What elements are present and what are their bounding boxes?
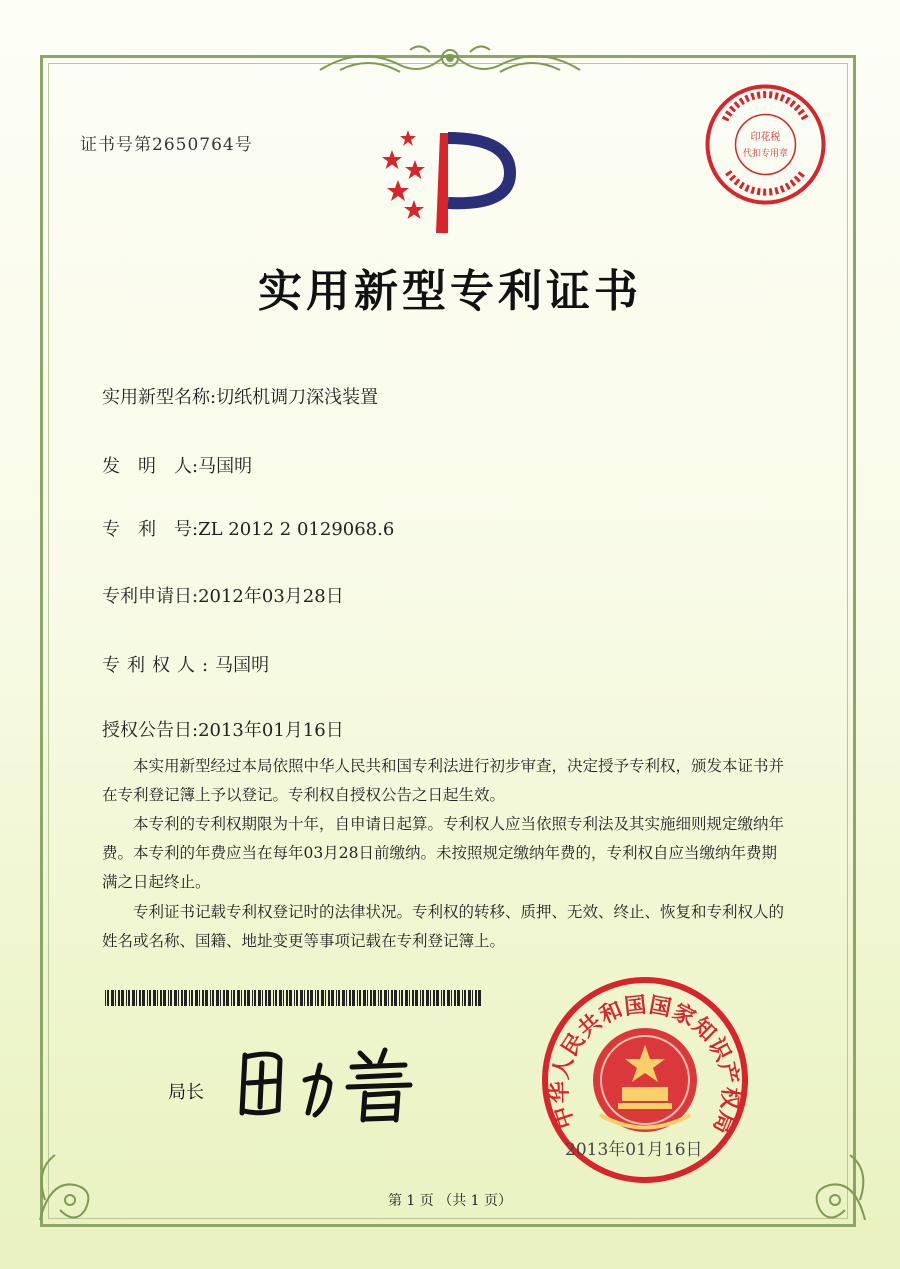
barcode-bar [433,990,435,1006]
director-signature [230,1035,430,1125]
barcode-bar [247,990,250,1006]
certificate-number: 证书号第2650764号 [80,135,253,155]
barcode-bar [268,990,271,1006]
barcode-bar [405,990,408,1006]
barcode-bar [184,990,187,1006]
barcode-bar [275,990,277,1006]
field-inventor [102,452,252,478]
barcode-bar [441,990,442,1006]
barcode-bar [391,990,393,1006]
barcode-bar [174,990,177,1006]
seal-text: 中华人民共和国国家知识产权局 [547,992,743,1139]
barcode-bar [478,990,481,1006]
barcode-bar [336,990,337,1006]
barcode-bar [121,990,124,1006]
barcode-bar [384,990,387,1006]
barcode-bar [401,990,403,1006]
barcode-bar [178,990,179,1006]
field-label: 实用新型名称: [102,387,217,408]
barcode-bar [346,990,347,1006]
barcode-bar [380,990,382,1006]
barcode-bar [310,990,313,1006]
barcode-bar [399,990,400,1006]
field-value: 2013年01月16日 [198,720,344,741]
field-grant-date [102,716,344,742]
field-label: 授权公告日: [102,720,199,741]
barcode-bar [202,990,204,1006]
corner-ornament-left [30,1140,120,1230]
barcode-bar [352,990,355,1006]
barcode-bar [199,990,200,1006]
barcode-bar [454,990,456,1006]
barcode-bar [136,990,137,1006]
corner-ornament-right [785,1140,875,1230]
barcode-bar [286,990,288,1006]
barcode-bar [289,990,292,1006]
barcode-bar [254,990,256,1006]
barcode-bar [142,990,145,1006]
barcode-bar [262,990,263,1006]
barcode-bar [412,990,414,1006]
barcode-bar [132,990,135,1006]
barcode-bar [422,990,424,1006]
barcode-bar [420,990,421,1006]
barcode-bar [226,990,229,1006]
barcode-bar [128,990,130,1006]
signature-label: 局长 [168,1082,204,1103]
barcode-bar [338,990,340,1006]
field-utility-model-name [102,383,378,409]
barcode-bar [231,990,232,1006]
barcode-bar [426,990,429,1006]
barcode-bar [457,990,460,1006]
barcode-bar [436,990,439,1006]
barcode-bar [296,990,298,1006]
barcode-bar [394,990,397,1006]
barcode-bar [475,990,477,1006]
barcode-bar [220,990,221,1006]
field-value: 马国明 [215,655,270,676]
barcode-bar [181,990,183,1006]
field-value: 2012年03月28日 [198,586,344,607]
barcode-bar [307,990,309,1006]
barcode [105,990,483,1006]
barcode-bar [378,990,379,1006]
barcode-bar [205,990,208,1006]
paragraph-grant: 本实用新型经过本局依照中华人民共和国专利法进行初步审查，决定授予专利权，颁发本证书并在专利登记簿上予以登记。专利权自授权公告之日起生效。 [102,757,785,804]
barcode-bar [168,990,169,1006]
barcode-bar [279,990,282,1006]
field-label: 发 明 人: [102,456,199,477]
field-value: 切纸机调刀深浅装置 [216,387,379,408]
barcode-bar [195,990,198,1006]
barcode-bar [149,990,151,1006]
field-application-date [102,582,344,608]
field-value: 马国明 [198,456,253,477]
page-number: 第 1 页 （共 1 页） [387,1193,513,1209]
barcode-bar [241,990,242,1006]
barcode-bar [451,990,452,1006]
barcode-bar [265,990,267,1006]
barcode-bar [370,990,372,1006]
barcode-bar [237,990,240,1006]
barcode-bar [170,990,172,1006]
barcode-bar [273,990,274,1006]
barcode-bar [153,990,156,1006]
barcode-bar [252,990,253,1006]
certificate-title: 实用新型专利证书 [258,266,642,317]
svg-text:印花税: 印花税 [750,132,781,143]
barcode-bar [223,990,225,1006]
barcode-bar [321,990,324,1006]
barcode-bar [317,990,319,1006]
barcode-bar [464,990,466,1006]
barcode-bar [216,990,219,1006]
barcode-bar [430,990,431,1006]
barcode-bar [409,990,410,1006]
paragraph-term: 本专利的专利权期限为十年，自申请日起算。专利权人应当依照专利法及其实施细则规定缴纳年费。本专利的年费应当在每年03月28日前缴纳。未按照规定缴纳年费的，专利权自应当缴纳年费期满之日起终止。 [102,815,785,891]
patent-office-logo [370,128,520,238]
barcode-bar [388,990,389,1006]
barcode-bar [115,990,116,1006]
barcode-bar [233,990,235,1006]
barcode-bar [367,990,368,1006]
field-label: 专利申请日: [102,586,199,607]
barcode-bar [283,990,284,1006]
field-value: ZL 2012 2 0129068.6 [198,519,395,540]
barcode-bar [447,990,450,1006]
barcode-bar [107,990,109,1006]
paragraph-legal-status: 专利证书记载专利权登记时的法律状况。专利权的转移、质押、无效、终止、恢复和专利权人的姓名或名称、国籍、地址变更等事项记载在专利登记簿上。 [102,903,785,950]
field-patent-number [102,515,394,541]
seal-date: 2013年01月16日 [565,1140,703,1160]
barcode-bar [468,990,471,1006]
barcode-bar [212,990,214,1006]
barcode-bar [139,990,141,1006]
barcode-bar [342,990,345,1006]
barcode-bar [331,990,334,1006]
tax-stamp [703,82,828,207]
barcode-bar [300,990,303,1006]
field-patentee [102,651,269,677]
barcode-bar [191,990,193,1006]
barcode-bar [294,990,295,1006]
barcode-bar [304,990,305,1006]
barcode-bar [357,990,358,1006]
barcode-bar [349,990,351,1006]
svg-text:代扣专用章: 代扣专用章 [742,149,789,159]
barcode-bar [210,990,211,1006]
barcode-bar [315,990,316,1006]
field-label: 专利权人: [102,655,216,676]
barcode-bar [258,990,261,1006]
barcode-bar [157,990,158,1006]
barcode-bar [160,990,162,1006]
barcode-bar [472,990,473,1006]
barcode-bar [415,990,418,1006]
barcode-bar [325,990,326,1006]
barcode-bar [189,990,190,1006]
barcode-bar [359,990,361,1006]
barcode-bar [111,990,114,1006]
barcode-bar [462,990,463,1006]
field-label: 专 利 号: [102,519,199,540]
barcode-bar [126,990,127,1006]
top-ornament [300,40,600,82]
barcode-bar [363,990,366,1006]
barcode-bar [105,990,106,1006]
barcode-bar [118,990,120,1006]
barcode-bar [373,990,376,1006]
barcode-bar [443,990,445,1006]
barcode-bar [244,990,246,1006]
barcode-bar [147,990,148,1006]
barcode-bar [163,990,166,1006]
barcode-bar [328,990,330,1006]
